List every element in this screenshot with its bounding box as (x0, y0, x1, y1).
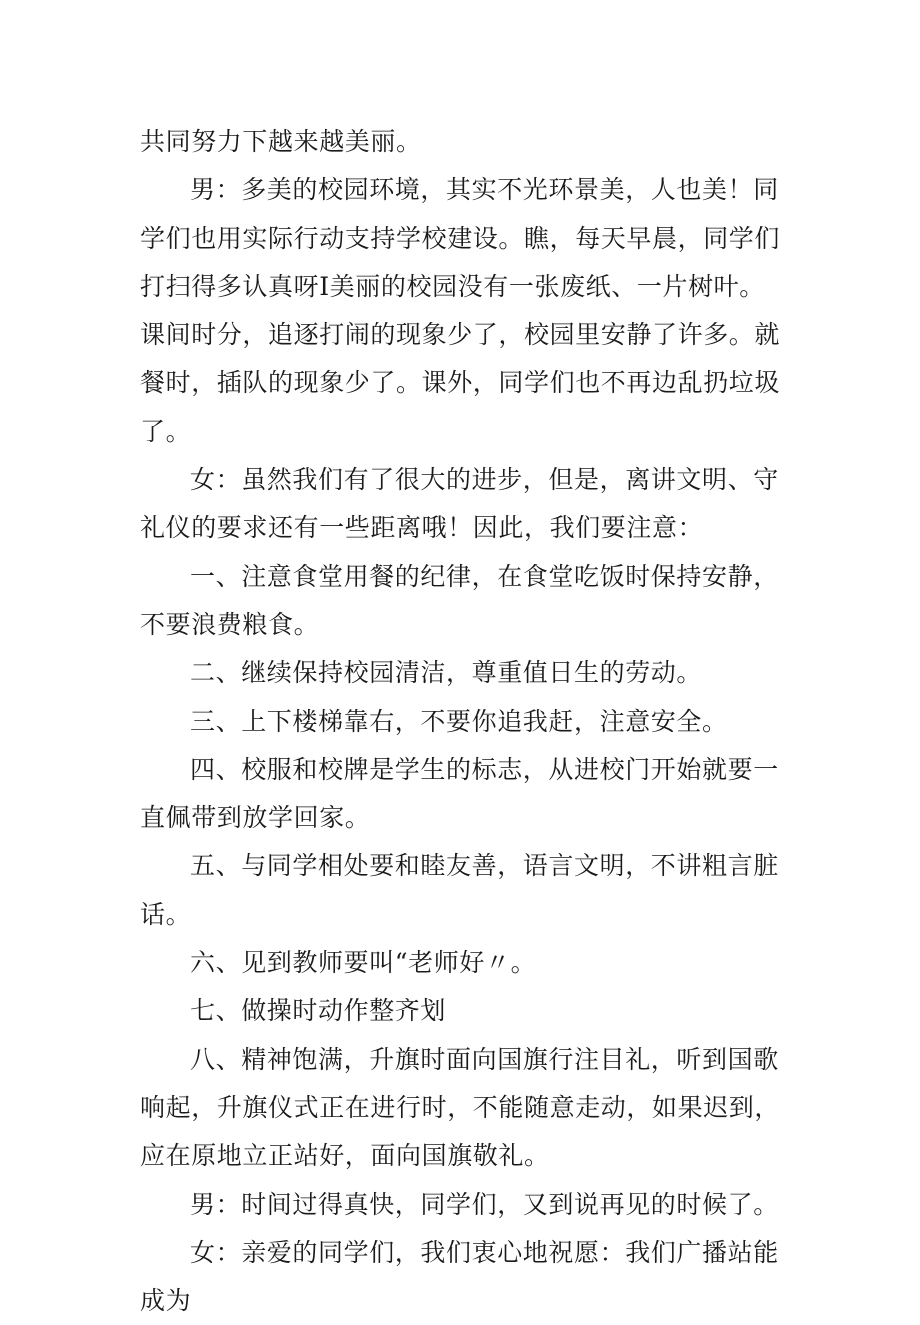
paragraph: 三、上下楼梯靠右，不要你追我赶，注意安全。 (190, 706, 728, 736)
paragraph: 五、与同学相处要和睦友善，语言文明，不讲粗言脏话。 (140, 851, 779, 929)
paragraph: 四、校服和校牌是学生的标志，从进校门开始就要一直佩带到放学回家。 (140, 754, 779, 833)
paragraph: 男：多美的校园环境，其实不光环景美，人也美！同学们也用实际行动支持学校建设。瞧，每天早晨，同学们打扫得多认真呀I美丽的校园没有一张废纸、一片树叶。课间时分，追逐打闹的现象少了，校园里安静了许多。就餐时，插队的现象少了。课外，同学们也不再边乱扔垃圾了。 (140, 175, 781, 446)
paragraph: 七、做操时动作整齐划 (190, 996, 447, 1026)
paragraph: 二、继续保持校园清洁，尊重值日生的劳动。 (190, 658, 703, 688)
document-body (140, 118, 790, 1325)
paragraph: 一、注意食堂用餐的纪律，在食堂吃饭时保持安静，不要浪费粮食。 (140, 561, 779, 639)
paragraph: 六、见到教师要叫“老师好〃。 (190, 948, 537, 978)
paragraph: 女：亲爱的同学们，我们衷心地祝愿：我们广播站能成为 (140, 1237, 779, 1316)
paragraph: 男：时间过得真快，同学们，又到说再见的时候了。 (190, 1189, 779, 1219)
paragraph: 八、精神饱满，升旗时面向国旗行注目礼，听到国歌响起，升旗仪式正在进行时，不能随意走动，如果迟到，应在原地立正站好，面向国旗敬礼。 (140, 1044, 781, 1171)
paragraph: 女：虽然我们有了很大的进步，但是，离讲文明、守礼仪的要求还有一些距离哦！因此，我们要注意： (140, 465, 779, 543)
paragraph: 共同努力下越来越美丽。 (140, 127, 422, 156)
